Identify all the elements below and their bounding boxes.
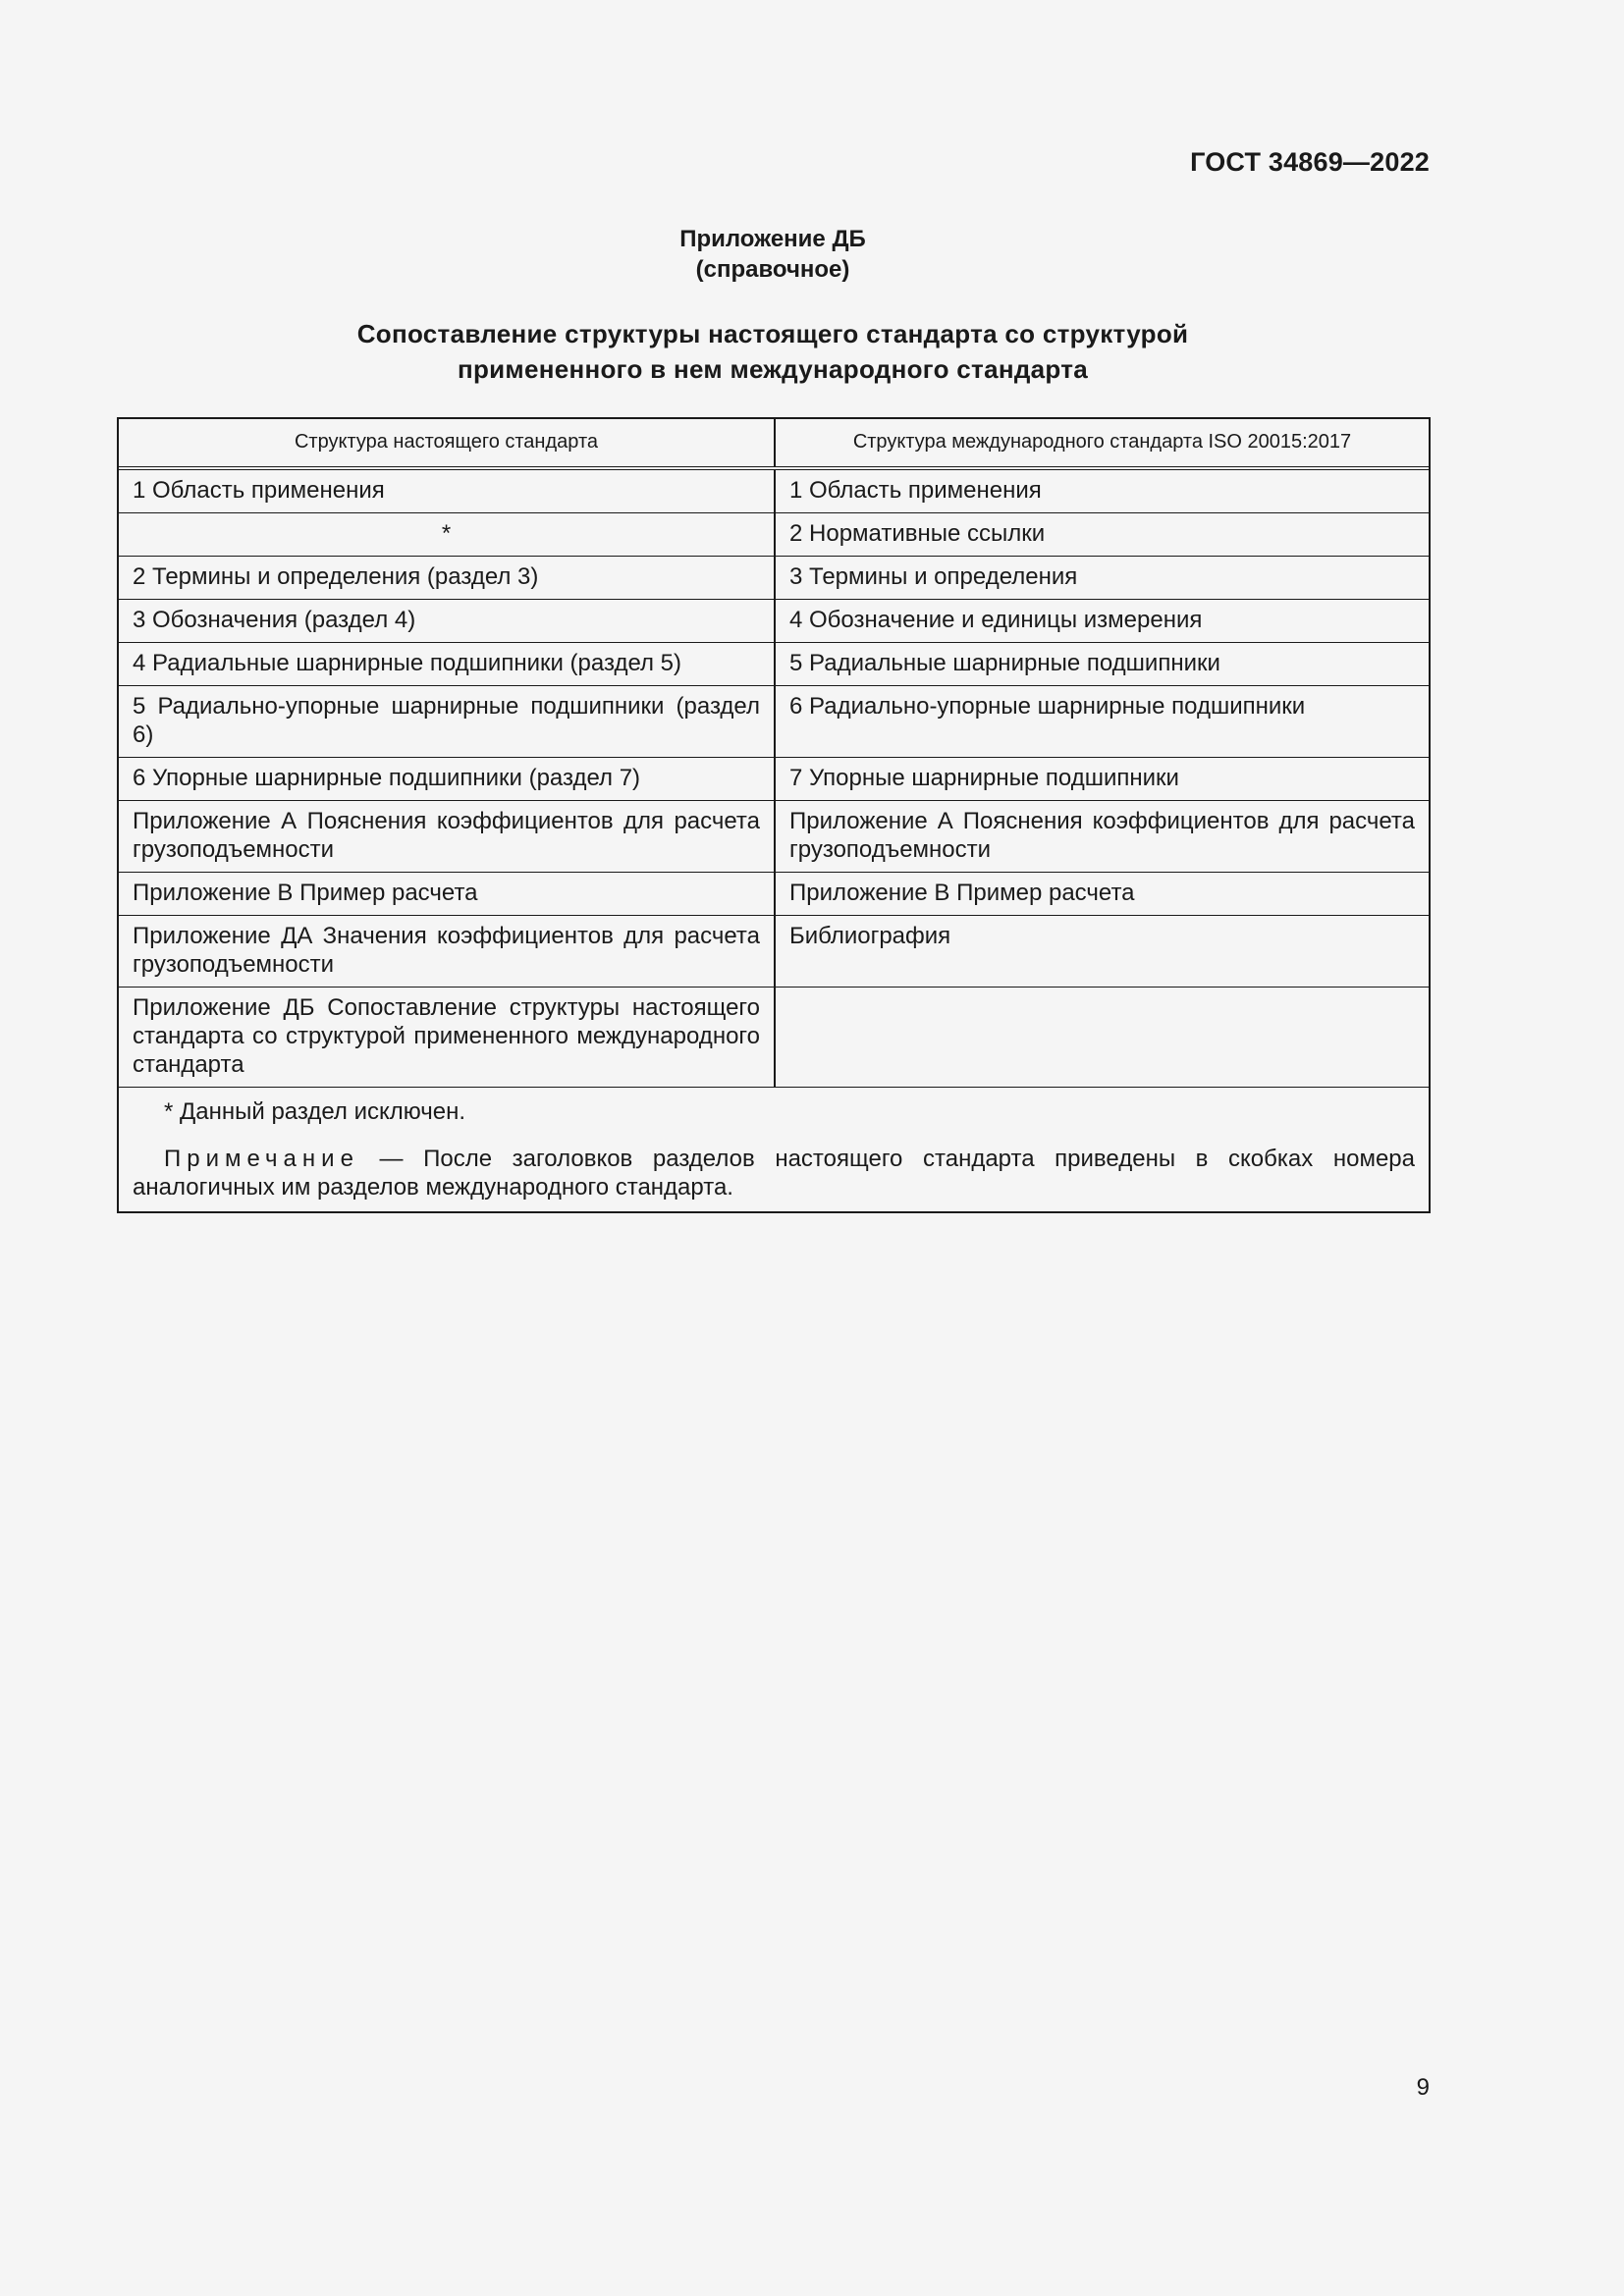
appendix-kind: (справочное) xyxy=(695,256,850,283)
table-cell: * xyxy=(119,513,776,556)
table-cell: 2 Нормативные ссылки xyxy=(789,520,1046,547)
table-cell: Приложение А Пояснения коэффициентов для расчета грузоподъемности xyxy=(789,808,1415,863)
table-row xyxy=(119,757,1429,800)
table-cell: 5 Радиальные шарнирные подшипники xyxy=(789,650,1220,676)
table-header-row xyxy=(119,419,1429,466)
table-header-cell: Структура настоящего стандарта xyxy=(119,419,776,466)
standard-code: ГОСТ 34869—2022 xyxy=(1190,147,1430,177)
table-row xyxy=(119,800,1429,872)
table-row xyxy=(119,987,1429,1087)
table-row xyxy=(119,512,1429,556)
note-text: — После заголовков разделов настоящего стандарта приведены в скобках номера аналогичных им разделов международного стандарта. xyxy=(133,1146,1415,1201)
note xyxy=(133,1145,1415,1201)
table-cell: Библиография xyxy=(789,923,951,949)
structure-comparison-table xyxy=(117,417,1431,1213)
table-cell: 3 Термины и определения xyxy=(789,563,1078,590)
table-row xyxy=(119,466,1429,512)
table-notes xyxy=(119,1087,1429,1211)
table-cell: 6 Упорные шарнирные подшипники (раздел 7) xyxy=(119,758,776,800)
page-number: 9 xyxy=(1416,2074,1430,2101)
table-cell: 6 Радиально-упорные шарнирные подшипники xyxy=(789,693,1306,720)
table-cell: 2 Термины и определения (раздел 3) xyxy=(119,557,776,599)
table-cell: Приложение ДА Значения коэффициентов для расчета грузоподъемности xyxy=(119,916,776,987)
appendix-label: Приложение ДБ xyxy=(679,226,866,252)
note-label: Примечание xyxy=(164,1146,359,1172)
document-title-line-1: Сопоставление структуры настоящего стандарта со структурой xyxy=(356,319,1189,348)
table-row xyxy=(119,599,1429,642)
table-cell: Приложение В Пример расчета xyxy=(119,873,776,915)
table-cell: 3 Обозначения (раздел 4) xyxy=(119,600,776,642)
table-cell: 4 Обозначение и единицы измерения xyxy=(789,607,1203,633)
table-header-cell: Структура международного стандарта ISO 20015:2017 xyxy=(852,431,1352,453)
table-row xyxy=(119,915,1429,987)
table-cell: 5 Радиально-упорные шарнирные подшипники (раздел 6) xyxy=(119,686,776,757)
table-cell xyxy=(776,988,1429,1087)
table-cell: Приложение ДБ Сопоставление структуры настоящего стандарта со структурой примененного международного стандарта xyxy=(119,988,776,1087)
appendix-heading xyxy=(0,224,1545,285)
table-cell: Приложение А Пояснения коэффициентов для расчета грузоподъемности xyxy=(119,801,776,872)
table-cell: 1 Область применения xyxy=(119,470,776,512)
table-cell: Приложение В Пример расчета xyxy=(789,880,1135,906)
document-title-line-2: примененного в нем международного стандарта xyxy=(457,354,1089,384)
table-row xyxy=(119,556,1429,599)
footnote: * Данный раздел исключен. xyxy=(164,1098,465,1125)
table-row xyxy=(119,872,1429,915)
table-cell: 7 Упорные шарнирные подшипники xyxy=(789,765,1179,791)
document-title xyxy=(0,316,1545,387)
table-row xyxy=(119,685,1429,757)
table-cell: 4 Радиальные шарнирные подшипники (раздел 5) xyxy=(119,643,776,685)
table-row xyxy=(119,642,1429,685)
table-cell: 1 Область применения xyxy=(789,477,1042,504)
